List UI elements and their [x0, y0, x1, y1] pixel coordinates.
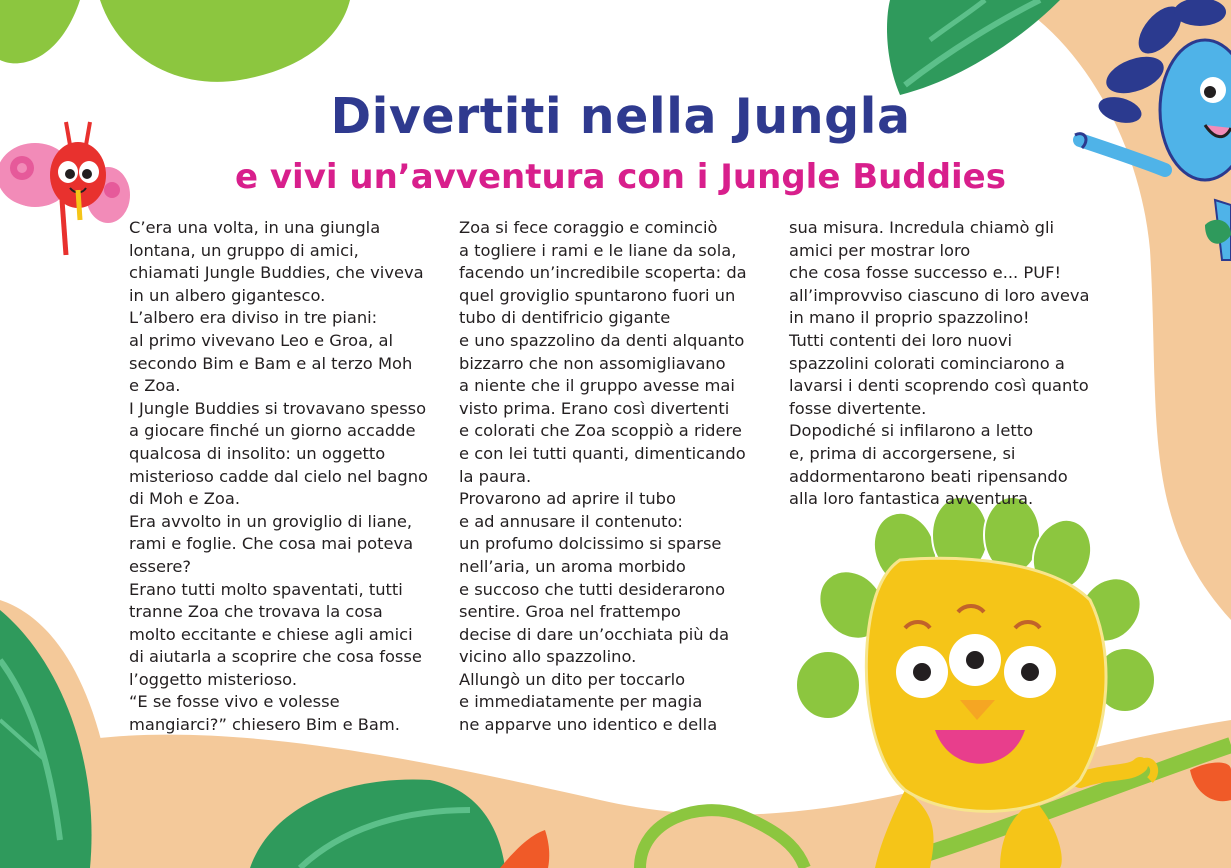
story-line: nell’aria, un aroma morbido	[459, 556, 686, 576]
top-left-leaf	[0, 0, 350, 82]
story-line: al primo vivevano Leo e Groa, al	[129, 330, 393, 350]
story-line: facendo un’incredibile scoperta: da	[459, 263, 747, 283]
story-line: mangiarci?” chiesero Bim e Bam.	[129, 715, 400, 735]
story-line: e, prima di accorgersene, si	[789, 443, 1016, 463]
story-line: quel groviglio spuntarono fuori un	[459, 285, 736, 305]
story-column-3	[789, 217, 1090, 511]
story-line: C’era una volta, in una giungla	[129, 218, 381, 237]
story-line: e ad annusare il contenuto:	[459, 511, 683, 531]
story-line: tubo di dentifricio gigante	[459, 308, 671, 328]
story-line: sua misura. Incredula chiamò gli	[789, 218, 1055, 237]
story-line: e Zoa.	[129, 376, 181, 396]
story-line: a giocare finché un giorno accadde	[129, 421, 416, 441]
story-line: e colorati che Zoa scoppiò a ridere	[459, 421, 742, 441]
story-line: ne apparve uno identico e della	[459, 715, 718, 735]
story-line: addormentarono beati ripensando	[789, 466, 1068, 486]
story-line: L’albero era diviso in tre piani:	[129, 308, 378, 328]
story-line: essere?	[129, 556, 191, 576]
story-line: l’oggetto misterioso.	[129, 669, 298, 689]
story-line: e succoso che tutti desiderarono	[459, 579, 726, 599]
story-line: e immediatamente per magia	[459, 692, 703, 712]
story-line: molto eccitante e chiese agli amici	[129, 624, 413, 644]
page-subtitle: e vivi un’avventura con i Jungle Buddies	[235, 157, 1006, 197]
story-line: Allungò un dito per toccarlo	[459, 669, 686, 689]
story-line: decise di dare un’occhiata più da	[459, 624, 730, 644]
story-line: secondo Bim e Bam e al terzo Moh	[129, 353, 413, 373]
story-line: lontana, un gruppo di amici,	[129, 240, 359, 260]
story-line: Era avvolto in un groviglio di liane,	[129, 511, 413, 531]
story-line: tranne Zoa che trovava la cosa	[129, 602, 383, 622]
story-line: in mano il proprio spazzolino!	[789, 308, 1030, 328]
story-line: “E se fosse vivo e volesse	[129, 692, 340, 712]
story-line: la paura.	[459, 466, 532, 486]
story-line: qualcosa di insolito: un oggetto	[129, 443, 386, 463]
story-line: bizzarro che non assomigliavano	[459, 353, 726, 373]
story-line: Erano tutti molto spaventati, tutti	[129, 579, 403, 599]
story-column-2	[459, 217, 747, 737]
story-line: sentire. Groa nel frattempo	[459, 602, 681, 622]
story-line: misterioso cadde dal cielo nel bagno	[129, 466, 428, 486]
story-line: di Moh e Zoa.	[129, 489, 240, 509]
story-line: vicino allo spazzolino.	[459, 647, 637, 667]
story-line: e uno spazzolino da denti alquanto	[459, 330, 745, 350]
top-right-leaf	[887, 0, 1060, 95]
story-line: in un albero gigantesco.	[129, 285, 326, 305]
story-line: Zoa si fece coraggio e cominciò	[459, 218, 718, 237]
story-line: Tutti contenti dei loro nuovi	[789, 330, 1013, 350]
story-line: di aiutarla a scoprire che cosa fosse	[129, 647, 422, 667]
story-line: a togliere i rami e le liane da sola,	[459, 240, 737, 260]
story-line: Dopodiché si infilarono a letto	[789, 421, 1034, 441]
story-line: e con lei tutti quanti, dimenticando	[459, 443, 746, 463]
story-line: spazzolini colorati cominciarono a	[789, 353, 1065, 373]
story-line: un profumo dolcissimo si sparse	[459, 534, 722, 554]
page-title: Divertiti nella Jungla	[330, 88, 911, 145]
story-line: fosse divertente.	[789, 398, 927, 418]
story-line: I Jungle Buddies si trovavano spesso	[129, 398, 427, 418]
story-line: rami e foglie. Che cosa mai poteva	[129, 534, 414, 554]
story-line: a niente che il gruppo avesse mai	[459, 376, 735, 396]
story-line: visto prima. Erano così divertenti	[459, 398, 730, 418]
story-line: che cosa fosse successo e... PUF!	[789, 263, 1062, 283]
story-line: all’improvviso ciascuno di loro aveva	[789, 285, 1090, 305]
story-line: Provarono ad aprire il tubo	[459, 489, 676, 509]
story-line: amici per mostrar loro	[789, 240, 971, 260]
story-line: lavarsi i denti scoprendo così quanto	[789, 376, 1089, 396]
story-column-1	[129, 217, 428, 737]
story-line: chiamati Jungle Buddies, che viveva	[129, 263, 424, 283]
story-line: alla loro fantastica avventura.	[789, 489, 1034, 509]
